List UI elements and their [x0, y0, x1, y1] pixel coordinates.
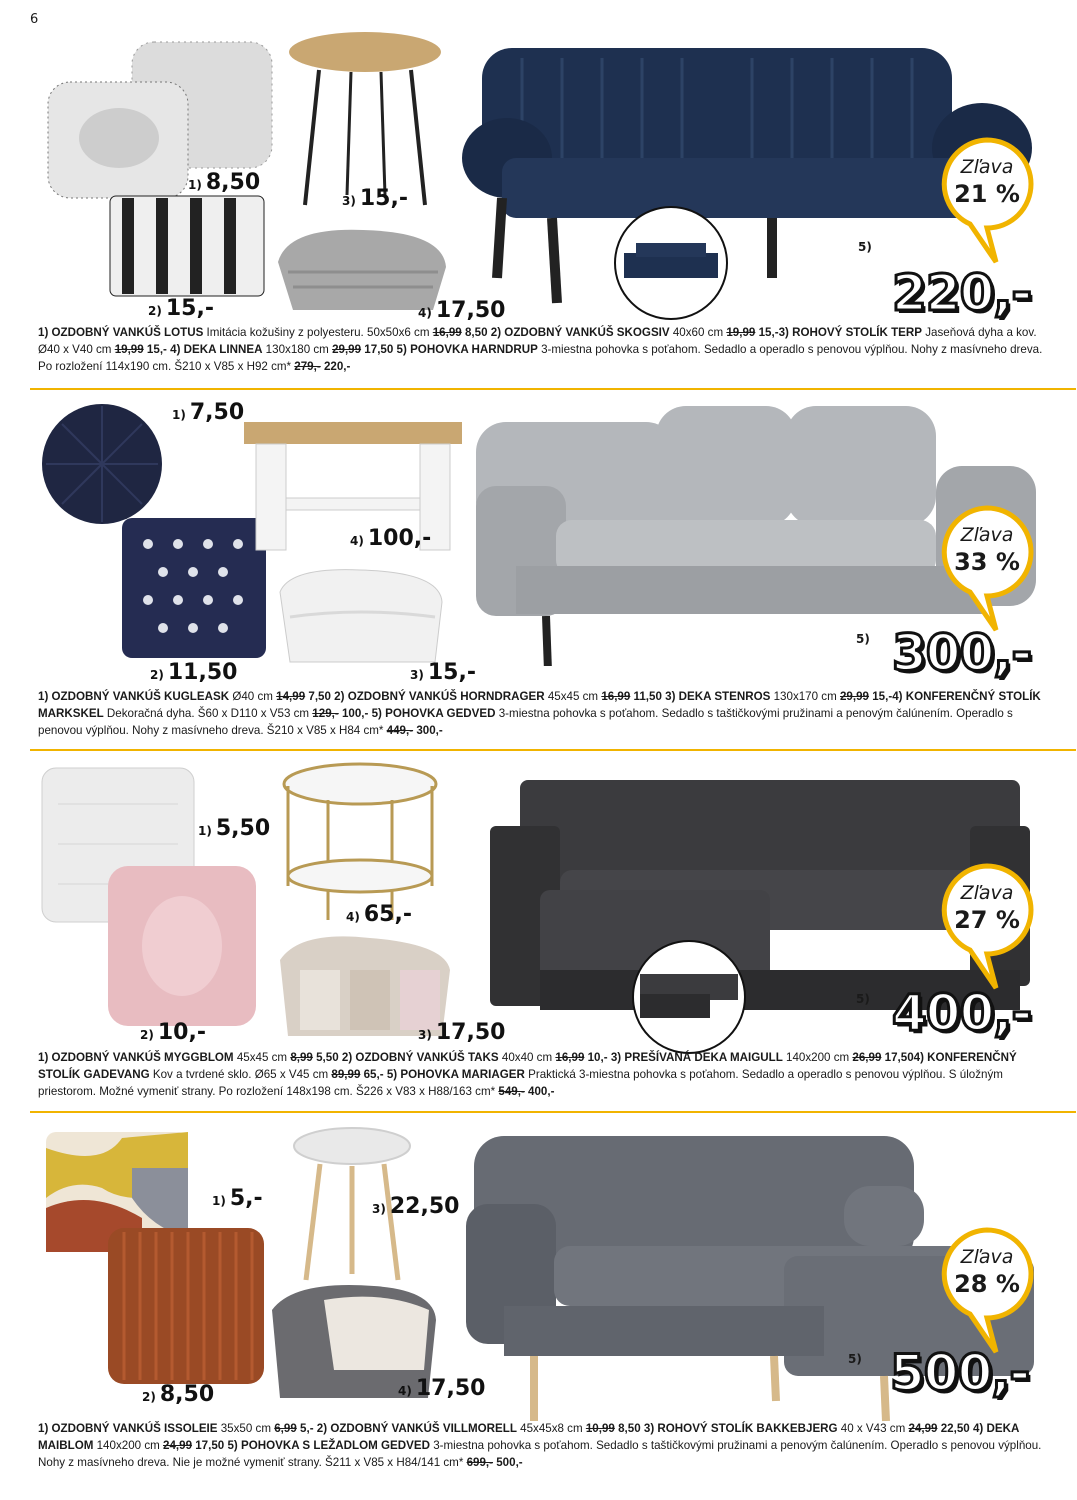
product-name: 5) POHOVKA GEDVED — [371, 707, 496, 720]
sofa-number: 5) — [856, 632, 870, 646]
new-price: 300,- — [413, 724, 443, 737]
old-price: 29,99 — [332, 343, 362, 356]
product-name: 3) ROHOVÝ STOLÍK TERP — [778, 326, 923, 339]
price-2: 2) 11,50 — [150, 660, 238, 685]
product-details: 45x45 cm — [233, 1051, 291, 1064]
old-price: 19,99 — [726, 326, 756, 339]
new-price: 15,- — [755, 326, 779, 339]
price-3: 3) 22,50 — [372, 1194, 460, 1219]
price-3: 3) 15,- — [410, 660, 476, 685]
product-details: 40x60 cm — [669, 326, 727, 339]
product-details: Imitácia kožušiny z polyesteru. 50x50x6 cm — [203, 326, 433, 339]
product-name: 5) POHOVKA MARIAGER — [386, 1068, 525, 1081]
new-price: 5,50 — [312, 1051, 342, 1064]
new-price: 8,50 — [461, 326, 491, 339]
product-name: 3) DEKA STENROS — [665, 690, 771, 703]
patterned-pillow-image — [108, 192, 268, 302]
new-price: 5,- — [296, 1422, 317, 1435]
product-name: 2) OZDOBNÝ VANKÚŠ TAKS — [341, 1051, 499, 1064]
product-name: 1) OZDOBNÝ VANKÚŠ ISSOLEIE — [38, 1422, 218, 1435]
product-details: 45x45 cm — [544, 690, 602, 703]
product-description — [38, 1049, 1048, 1100]
sofa-number: 5) — [858, 240, 872, 254]
sofa-bed-inset-image — [614, 206, 728, 320]
sofa-bed-inset-image — [632, 940, 746, 1054]
product-name: 4) DEKA MAIBLOM — [38, 1422, 1019, 1452]
price-4: 4) 17,50 — [398, 1376, 486, 1401]
rust-pillow-image — [104, 1224, 268, 1388]
new-price: 17,50 — [192, 1439, 228, 1452]
old-price: 16,99 — [432, 326, 462, 339]
product-details: 45x45x8 cm — [516, 1422, 586, 1435]
new-price: 400,- — [524, 1085, 555, 1098]
white-blanket-image — [270, 562, 450, 672]
old-price: 16,99 — [601, 690, 631, 703]
product-name: 2) OZDOBNÝ VANKÚŠ VILLMORELL — [316, 1422, 517, 1435]
product-details: Dekoračná dyha. Š60 x D110 x V53 cm — [103, 707, 313, 720]
product-details: 130x170 cm — [770, 690, 840, 703]
price-3: 3) 17,50 — [418, 1020, 506, 1045]
new-price: 500,- — [493, 1456, 523, 1469]
sofa-price: 220,- — [892, 264, 1032, 322]
price-4: 4) 100,- — [350, 526, 432, 551]
price-4: 4) 17,50 — [418, 298, 506, 323]
old-price: 10,99 — [585, 1422, 615, 1435]
new-price: 15,- — [143, 343, 171, 356]
product-details: 140x200 cm — [93, 1439, 163, 1452]
section-gedved-chaise — [0, 1114, 1077, 1500]
discount-badge: Zľava 21 % — [940, 136, 1044, 260]
discount-badge: Zľava 28 % — [940, 1226, 1044, 1350]
new-price: 65,- — [360, 1068, 387, 1081]
section-divider — [30, 388, 1076, 390]
product-description — [38, 1420, 1048, 1471]
price-1: 1) 8,50 — [188, 170, 261, 195]
old-price: 6,99 — [274, 1422, 297, 1435]
old-price: 29,99 — [839, 690, 869, 703]
new-price: 15,- — [869, 690, 893, 703]
new-price: 7,50 — [305, 690, 335, 703]
product-details: Praktická 3-miestna pohovka s poťahom. Sedadlo a operadlo s penovou výplňou. S úložným priestorom. Možné vymeniť strany. Po rozložení 148x198 cm. Š226 x V83 x H88/163 cm* — [38, 1068, 1003, 1098]
product-name: 4) KONFERENČNÝ STOLÍK GADEVANG — [38, 1051, 1017, 1081]
price-3: 3) 15,- — [342, 186, 408, 211]
new-price: 100,- — [338, 707, 372, 720]
section-divider — [30, 1111, 1076, 1113]
product-details: 3-miestna pohovka s poťahom. Sedadlo s taštičkovými pružinami a penovým čalúnením. Operadlo s penovou výplňou. Nohy z masívneho dreva. Nie je možné vymeniť strany. Š211 x V85 x H84/141 cm* — [38, 1439, 1042, 1469]
new-price: 220,- — [320, 360, 351, 373]
old-price: 24,99 — [163, 1439, 193, 1452]
old-price: 19,99 — [114, 343, 144, 356]
new-price: 17,50 — [361, 343, 397, 356]
product-description — [38, 688, 1048, 739]
glass-side-table-image — [278, 760, 442, 924]
section-mariager — [0, 752, 1077, 1112]
product-details: 3-miestna pohovka s poťahom. Sedadlo a operadlo s penovou výplňou. Nohy z masívneho dreva. Po rozložení 114x190 cm. Š210 x V85 x H92 cm* — [38, 343, 1043, 373]
product-details: 130x180 cm — [262, 343, 333, 356]
product-details: 40 x V43 cm — [837, 1422, 909, 1435]
old-price: 26,99 — [852, 1051, 882, 1064]
old-price: 24,99 — [908, 1422, 938, 1435]
old-price: 549,- — [498, 1085, 525, 1098]
product-details: 3-miestna pohovka s poťahom. Sedadlo s taštičkovými pružinami a penovým čalúnením. Operadlo s penovou výplňou. Nohy z masívneho dreva. Š210 x V85 x H84 cm* — [38, 707, 1013, 737]
price-2: 2) 8,50 — [142, 1382, 215, 1407]
price-2: 2) 10,- — [140, 1020, 206, 1045]
old-price: 699,- — [466, 1456, 494, 1469]
pink-fur-pillow-image — [104, 862, 260, 1030]
page-number: 6 — [30, 12, 39, 27]
product-name: 3) ROHOVÝ STOLÍK BAKKEBJERG — [643, 1422, 838, 1435]
old-price: 449,- — [386, 724, 414, 737]
section-gedved — [0, 392, 1077, 752]
old-price: 89,99 — [331, 1068, 361, 1081]
product-description — [38, 324, 1048, 375]
price-4: 4) 65,- — [346, 902, 412, 927]
new-price: 8,50 — [614, 1422, 644, 1435]
product-details: 35x50 cm — [217, 1422, 275, 1435]
product-name: 3) PREŠÍVANÁ DEKA MAIGULL — [610, 1051, 783, 1064]
sofa-number: 5) — [856, 992, 870, 1006]
discount-badge: Zľava 33 % — [940, 504, 1044, 628]
price-1: 1) 5,- — [212, 1186, 263, 1211]
product-name: 1) OZDOBNÝ VANKÚŠ MYGGBLOM — [38, 1051, 234, 1064]
old-price: 14,99 — [276, 690, 306, 703]
new-price: 22,50 — [937, 1422, 973, 1435]
section-divider — [30, 749, 1076, 751]
old-price: 279,- — [294, 360, 321, 373]
old-price: 16,99 — [555, 1051, 585, 1064]
product-name: 1) OZDOBNÝ VANKÚŠ LOTUS — [38, 326, 204, 339]
side-table-image — [285, 30, 445, 210]
product-name: 5) POHOVKA S LEŽADLOM GEDVED — [227, 1439, 430, 1452]
product-details: Ø40 cm — [229, 690, 277, 703]
sofa-price: 300,- — [892, 624, 1032, 682]
product-name: 5) POHOVKA HARNDRUP — [396, 343, 538, 356]
new-price: 11,50 — [630, 690, 666, 703]
product-name: 2) OZDOBNÝ VANKÚŠ SKOGSIV — [490, 326, 670, 339]
product-details: Kov a tvrdené sklo. Ø65 x V45 cm — [149, 1068, 332, 1081]
product-name: 4) DEKA LINNEA — [170, 343, 263, 356]
product-details: Jaseňová dyha a kov. Ø40 x V40 cm — [38, 326, 1037, 356]
section-harndrup — [0, 0, 1077, 385]
sofa-price: 400,- — [892, 984, 1032, 1042]
price-1: 1) 7,50 — [172, 400, 245, 425]
price-1: 1) 5,50 — [198, 816, 271, 841]
round-pillow-image — [38, 400, 166, 528]
product-name: 2) OZDOBNÝ VANKÚŠ HORNDRAGER — [334, 690, 545, 703]
old-price: 8,99 — [290, 1051, 313, 1064]
sofa-number: 5) — [848, 1352, 862, 1366]
product-details: 40x40 cm — [498, 1051, 556, 1064]
product-details: 140x200 cm — [782, 1051, 853, 1064]
new-price: 17,50 — [881, 1051, 914, 1064]
sofa-price: 500,- — [890, 1344, 1030, 1402]
new-price: 10,- — [584, 1051, 611, 1064]
product-name: 4) KONFERENČNÝ STOLÍK MARKSKEL — [38, 690, 1041, 720]
old-price: 129,- — [312, 707, 339, 720]
product-name: 1) OZDOBNÝ VANKÚŠ KUGLEASK — [38, 690, 230, 703]
price-2: 2) 15,- — [148, 296, 214, 321]
discount-badge: Zľava 27 % — [940, 862, 1044, 986]
